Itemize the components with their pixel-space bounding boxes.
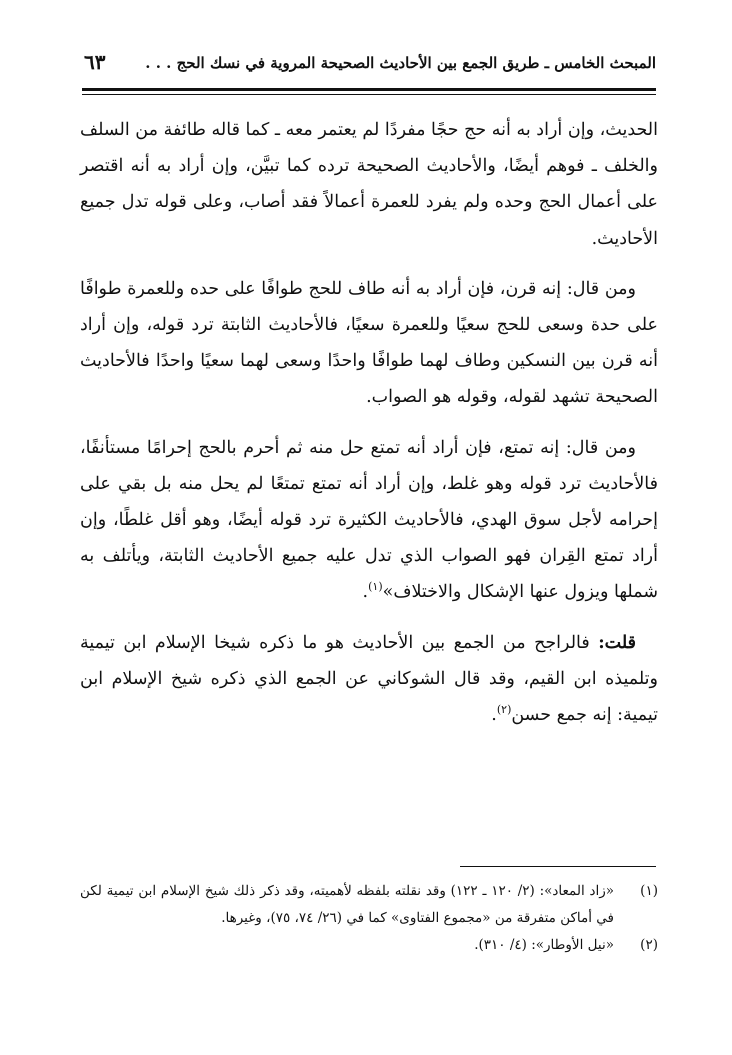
footnote-number: (٢) bbox=[640, 937, 658, 953]
footnote-text: «زاد المعاد»: (٢/ ١٢٠ ـ ١٢٢) وقد نقلته بلفظه لأهميته، وقد ذكر ذلك شيخ الإسلام ابن تيمية لكن في أماكن متفرقة من «مجموع الفتاوى» كما في (٢٦/ ٧٤، ٧٥)، وغيرها. bbox=[80, 883, 615, 926]
paragraph-2: ومن قال: إنه قرن، فإن أراد به أنه طاف للحج طوافًا على حده وللعمرة طوافًا على حدة وسعى للحج سعيًا وللعمرة سعيًا، فالأحاديث الثابتة ترد قوله، وإن أراد أنه قرن بين النسكين وطاف لهما طوافًا واحدًا وسعى لهما سعيًا واحدًا فالأحاديث الصحيحة تشهد لقوله، وقوله هو الصواب. bbox=[80, 278, 658, 408]
paragraph-4-end: . bbox=[491, 705, 497, 726]
header-title: المبحث الخامس ـ طريق الجمع بين الأحاديث الصحيحة المروية في نسك الحج . . . bbox=[145, 54, 656, 72]
page-number: ٦٣ bbox=[84, 50, 106, 74]
header-rule-thick bbox=[82, 88, 656, 91]
footnote-ref-2[interactable]: (٢) bbox=[496, 703, 512, 717]
paragraph-1: الحديث، وإن أراد به أنه حج حجًا مفردًا لم يعتمر معه ـ كما قاله طائفة من السلف والخلف ـ فوهم أيضًا، والأحاديث الصحيحة ترده كما تبيَّن، وإن أراد به أنه اقتصر على أعمال الحج وحده ولم يفرد للعمرة أعمالاً فقد أصاب، وعلى قوله تدل جميع الأحاديث. bbox=[80, 120, 658, 249]
paragraph-4 bbox=[80, 625, 658, 734]
footnote-number: (١) bbox=[640, 883, 658, 899]
paragraph-3-text: ومن قال: إنه تمتع، فإن أراد أنه تمتع حل منه ثم أحرم بالحج إحرامًا مستأنفًا، فالأحاديث ترد قوله وهو غلط، وإن أراد أنه تمتع تمتعًا لم يحل منه بل بقي على إحرامه لأجل سوق الهدي، فالأحاديث الكثيرة ترد قوله أيضًا، وهو أقل غلطًا، وإن أراد تمتع القِران فهو الصواب الذي تدل عليه جميع الأحاديث الثابتة، ويأتلف به شملها ويزول عنها الإشكال والاختلاف» bbox=[80, 437, 658, 603]
paragraph-4-text: فالراجح من الجمع بين الأحاديث هو ما ذكره شيخا الإسلام ابن تيمية وتلميذه ابن القيم، وقد قال الشوكاني عن الجمع الذي ذكره شيخ الإسلام ابن تيمية: إنه جمع حسن bbox=[80, 632, 658, 726]
footnote-ref-1[interactable]: (١) bbox=[368, 580, 383, 594]
paragraph-3-end: . bbox=[362, 582, 369, 603]
header-rule-thin bbox=[82, 94, 656, 95]
footnote-1 bbox=[80, 878, 658, 932]
footnote-separator bbox=[460, 866, 656, 867]
paragraph-3 bbox=[80, 430, 658, 611]
footnote-2 bbox=[80, 932, 658, 959]
main-text bbox=[80, 112, 658, 733]
qulto-label: قلت: bbox=[598, 632, 636, 653]
running-header bbox=[82, 50, 656, 84]
footnote-text: «نيل الأوطار»: (٤/ ٣١٠). bbox=[474, 937, 614, 953]
footnotes bbox=[80, 878, 658, 959]
